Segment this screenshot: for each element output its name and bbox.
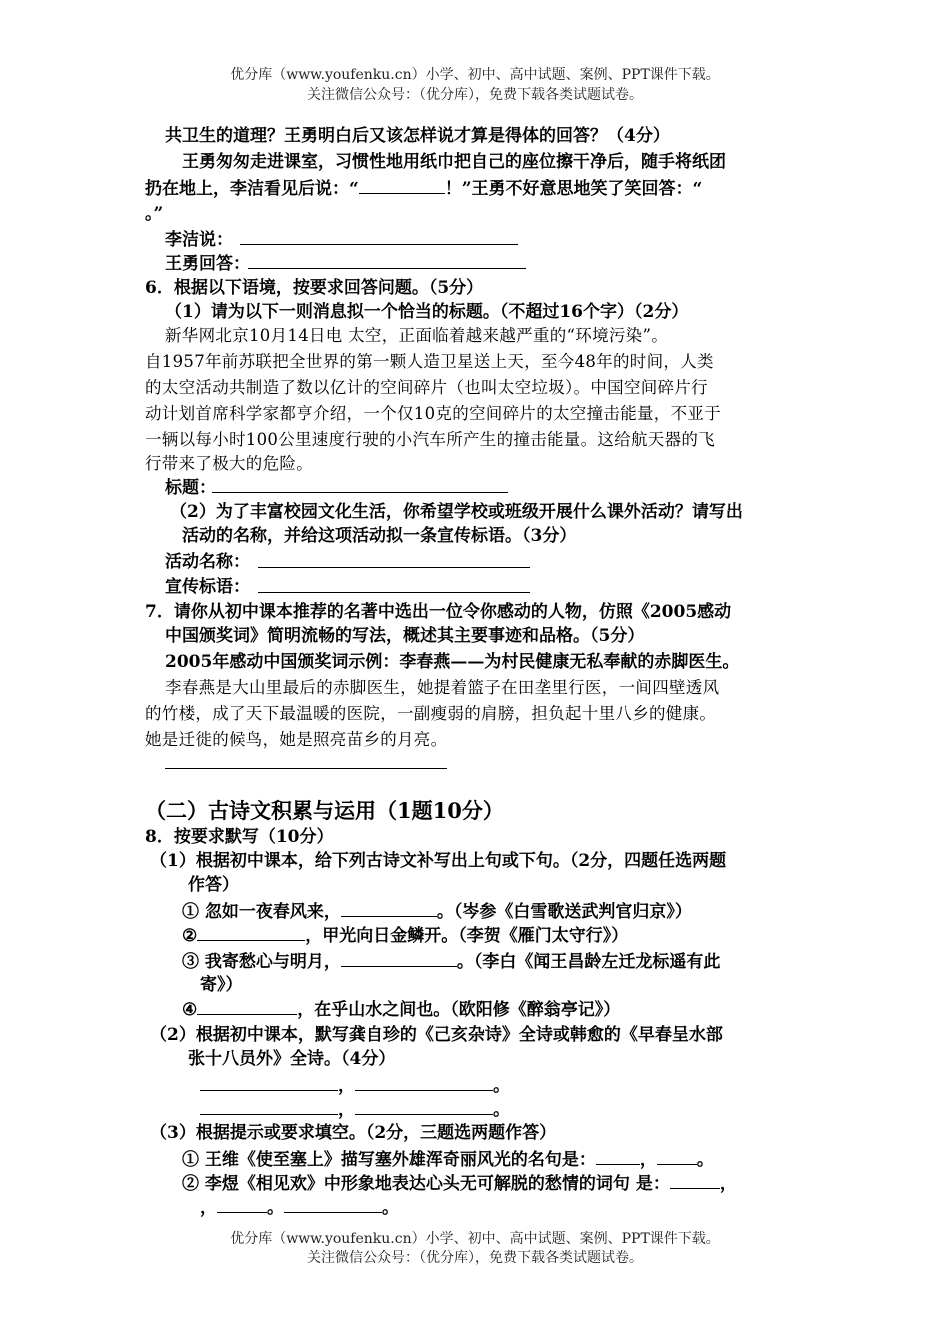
p3-item2-comma2: ，: [200, 1198, 217, 1218]
q8-part3-item1: [182, 1147, 714, 1172]
q8-item3: [182, 949, 720, 974]
q8-title: 8．按要求默写（10分）: [145, 827, 334, 847]
page-footer-line2: 关注微信公众号：（优分库），免费下载各类试题试卷。: [307, 1250, 643, 1266]
wang-yong-label: 王勇回答：: [165, 254, 250, 274]
q8-item3-cont: 寄》）: [200, 975, 243, 995]
p3-item1-blank1[interactable]: [596, 1147, 640, 1165]
q5-line3-end: ！”王勇不好意思地笑了笑回答：“: [444, 179, 703, 199]
section2-title: （二）古诗文积累与运用（1题10分）: [145, 798, 504, 823]
item3-blank[interactable]: [341, 949, 457, 967]
p3-item2-blank2[interactable]: [217, 1195, 267, 1213]
news-line1: 新华网北京10月14日电 太空，正面临着越来越严重的“环境污染”。: [165, 326, 669, 345]
q8-part3-item2-cont: [200, 1195, 399, 1220]
q8-part2-line2: 张十八员外》全诗。（4分）: [188, 1049, 396, 1069]
p3-item1-comma: ，: [639, 1150, 657, 1170]
poem-row2: [200, 1097, 510, 1122]
q6-sub2-line1: （2）为了丰富校园文化生活，你希望学校或班级开展什么课外活动？请写出: [170, 502, 743, 522]
p3-item1-period: 。: [696, 1150, 714, 1170]
q8-part1-line1: （1）根据初中课本，给下列古诗文补写出上句或下句。（2分，四题任选两题: [150, 851, 727, 871]
q8-part3: （3）根据提示或要求填空。（2分，三题选两题作答）: [150, 1123, 557, 1143]
item4-number: ④: [182, 1000, 198, 1020]
wang-yong-answer-line[interactable]: [248, 268, 526, 269]
p3-item2-blank3[interactable]: [284, 1195, 382, 1213]
news-line2: 自1957年前苏联把全世界的第一颗人造卫星送上天，至今48年的时间，人类: [145, 352, 714, 371]
slogan-label: 宣传标语：: [165, 577, 250, 597]
q8-part3-item2: [182, 1171, 737, 1196]
item2-blank[interactable]: [197, 923, 305, 941]
p3-item2-period1: 。: [267, 1198, 284, 1218]
q6-sub2-line2: 活动的名称，并给这项活动拟一条宣传标语。（3分）: [182, 526, 577, 546]
slogan-answer-line[interactable]: [258, 592, 530, 593]
item4-source: ，在乎山水之间也。（欧阳修《醉翁亭记》）: [297, 1000, 621, 1020]
q7-example: 2005年感动中国颁奖词示例：李春燕——为村民健康无私奉献的赤脚医生。: [165, 652, 740, 672]
quote-line3: 她是迁徙的候鸟，她是照亮苗乡的月亮。: [145, 730, 448, 749]
item1-source: 。（岑参《白雪歌送武判官归京》）: [436, 902, 692, 922]
news-line6: 行带来了极大的危险。: [145, 454, 313, 473]
activity-answer-line[interactable]: [258, 567, 530, 568]
p3-item2-blank1[interactable]: [670, 1171, 720, 1189]
poem-comma2: ，: [338, 1100, 355, 1120]
news-line4: 动计划首席科学家都亨介绍，一个仅10克的空间碎片的太空撞击能量，不亚于: [145, 404, 721, 423]
poem-blank4[interactable]: [355, 1097, 493, 1115]
li-jie-label: 李洁说：: [165, 230, 233, 250]
item3-source: 。（李白《闻王昌龄左迁龙标遥有此: [456, 952, 721, 972]
q8-item2: [182, 923, 628, 948]
q5-line2: 王勇匆匆走进课室，习惯性地用纸巾把自己的座位擦干净后，随手将纸团: [182, 152, 726, 172]
q8-item4: [182, 997, 620, 1022]
q7-answer-line[interactable]: [165, 768, 447, 769]
title-label: 标题：: [165, 478, 216, 498]
li-jie-answer-line[interactable]: [240, 244, 518, 245]
activity-label: 活动名称：: [165, 552, 250, 572]
page-footer-line1: 优分库（www.youfenku.cn）小学、初中、高中试题、案例、PPT课件下载。: [230, 1231, 720, 1247]
poem-comma1: ，: [338, 1076, 355, 1096]
p3-item2-prompt: ② 李煜《相见欢》中形象地表达心头无可解脱的愁情的词句 是：: [182, 1174, 670, 1194]
poem-blank1[interactable]: [200, 1073, 338, 1091]
news-line5: 一辆以每小时100公里速度行驶的小汽车所产生的撞击能量。这给航天器的飞: [145, 430, 715, 449]
q8-part2-line1: （2）根据初中课本，默写龚自珍的《己亥杂诗》全诗或韩愈的《早春呈水部: [150, 1025, 723, 1045]
item4-blank[interactable]: [197, 997, 297, 1015]
q5-line1: 共卫生的道理？王勇明白后又该怎样说才算是得体的回答？（4分）: [165, 126, 670, 146]
quote-line2: 的竹楼，成了天下最温暖的医院，一副瘦弱的肩膀，担负起十里八乡的健康。: [145, 704, 717, 723]
q6-sub1: （1）请为以下一则消息拟一个恰当的标题。（不超过16个字）（2分）: [165, 302, 689, 322]
poem-period1: 。: [493, 1076, 510, 1096]
q8-part1-line2: 作答）: [188, 875, 239, 895]
poem-blank3[interactable]: [200, 1097, 338, 1115]
q5-line3: [145, 176, 702, 201]
q5-line4: 。”: [145, 204, 164, 224]
q7-line1: 7．请你从初中课本推荐的名著中选出一位令你感动的人物，仿照《2005感动: [145, 602, 732, 622]
q6-title: 6．根据以下语境，按要求回答问题。（5分）: [145, 278, 484, 298]
q7-line2: 中国颁奖词》简明流畅的写法，概述其主要事迹和品格。（5分）: [165, 626, 645, 646]
page-header-line1: 优分库（www.youfenku.cn）小学、初中、高中试题、案例、PPT课件下载。: [230, 67, 720, 83]
q5-line3-start: 扔在地上，李洁看见后说：“: [145, 179, 359, 199]
poem-period2: 。: [493, 1100, 510, 1120]
item1-prompt: ① 忽如一夜春风来，: [182, 902, 341, 922]
p3-item2-comma: ，: [719, 1174, 737, 1194]
item3-prompt: ③ 我寄愁心与明月，: [182, 952, 341, 972]
p3-item2-period2: 。: [382, 1198, 399, 1218]
item2-number: ②: [182, 926, 198, 946]
page-header-line2: 关注微信公众号：（优分库），免费下载各类试题试卷。: [307, 87, 643, 103]
poem-blank2[interactable]: [355, 1073, 493, 1091]
item1-blank[interactable]: [341, 899, 437, 917]
li-jie-quote-blank[interactable]: [359, 176, 445, 194]
quote-line1: 李春燕是大山里最后的赤脚医生，她提着篮子在田垄里行医，一间四壁透风: [165, 678, 720, 697]
item2-source: ，甲光向日金鳞开。（李贺《雁门太守行》）: [305, 926, 629, 946]
title-answer-line[interactable]: [212, 492, 508, 493]
poem-row1: [200, 1073, 510, 1098]
p3-item1-prompt: ① 王维《使至塞上》描写塞外雄浑奇丽风光的名句是：: [182, 1150, 596, 1170]
news-line3: 的太空活动共制造了数以亿计的空间碎片（也叫太空垃圾）。中国空间碎片行: [145, 378, 708, 397]
p3-item1-blank2[interactable]: [657, 1147, 697, 1165]
q8-item1: [182, 899, 692, 924]
